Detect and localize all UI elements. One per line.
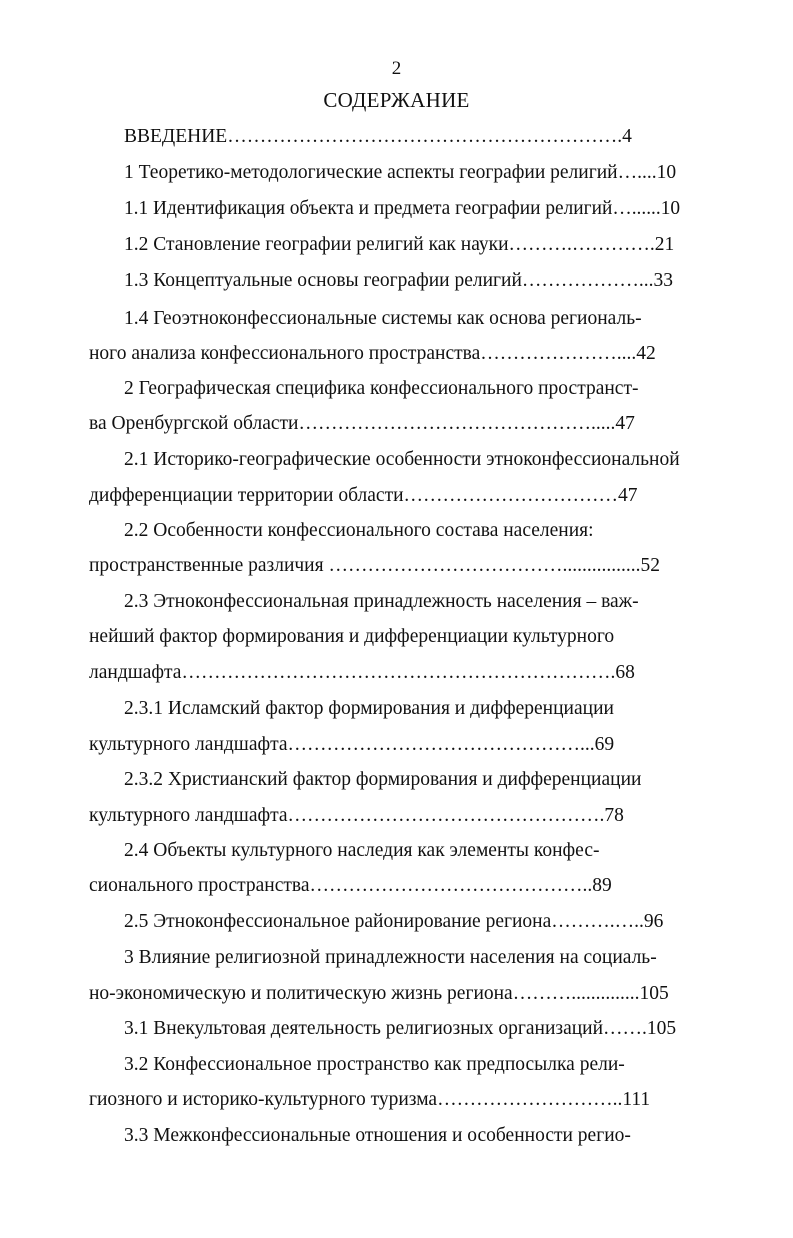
toc-line: 1 Теоретико-методологические аспекты географии религий…....10 [124,162,677,183]
toc-line: ВВЕДЕНИЕ…………………………………………………….4 [124,126,632,147]
toc-line: 2.3 Этноконфессиональная принадлежность населения – важ- [124,591,639,612]
toc-line: пространственные различия ………………………………................52 [89,555,660,576]
page-title: СОДЕРЖАНИЕ [323,88,470,112]
toc-line: ва Оренбургской области……………………………………….....47 [89,413,635,434]
toc-line: 3.2 Конфессиональное пространство как предпосылка рели- [124,1054,625,1075]
toc-line: 2.3.2 Христианский фактор формирования и дифференциации [124,769,642,790]
toc-line: 2.4 Объекты культурного наследия как элементы конфес- [124,840,600,861]
page-number: 2 [391,58,402,79]
toc-line: гиозного и историко-культурного туризма………………………..111 [89,1089,651,1110]
toc-line: 1.3 Концептуальные основы географии религий………………...33 [124,270,674,291]
toc-line: 2.3.1 Исламский фактор формирования и дифференциации [124,698,614,719]
toc-line: нейший фактор формирования и дифференциации культурного [89,626,615,647]
toc-line: 2.2 Особенности конфессионального состава населения: [124,520,594,541]
toc-line: 3 Влияние религиозной принадлежности населения на социаль- [124,947,657,968]
toc-line: 2 Географическая специфика конфессионального пространст- [124,378,639,399]
toc-line: ландшафта………………………………………………………….68 [89,662,635,683]
toc-line: 3.3 Межконфессиональные отношения и особенности регио- [124,1125,631,1146]
toc-line: дифференциации территории области……………………………47 [89,485,638,506]
toc-line: 1.4 Геоэтноконфессиональные системы как основа региональ- [124,308,642,329]
toc-line: сионального пространства……………………………………..89 [89,875,612,896]
toc-line: но-экономическую и политическую жизнь региона………..............105 [89,983,669,1004]
toc-line: 2.5 Этноконфессиональное районирование региона……….…..96 [124,911,664,932]
toc-line: культурного ландшафта………………………………………...69 [89,734,615,755]
toc-line: 2.1 Историко-географические особенности этноконфессиональной [124,449,680,470]
toc-line: 1.1 Идентификация объекта и предмета географии религий…......10 [124,198,681,219]
toc-line: культурного ландшафта………………………………………….78 [89,805,624,826]
toc-line: 1.2 Становление географии религий как науки……….………….21 [124,234,675,255]
toc-line: 3.1 Внекультовая деятельность религиозных организаций…….105 [124,1018,677,1039]
toc-line: ного анализа конфессионального пространства…………………....42 [89,343,656,364]
